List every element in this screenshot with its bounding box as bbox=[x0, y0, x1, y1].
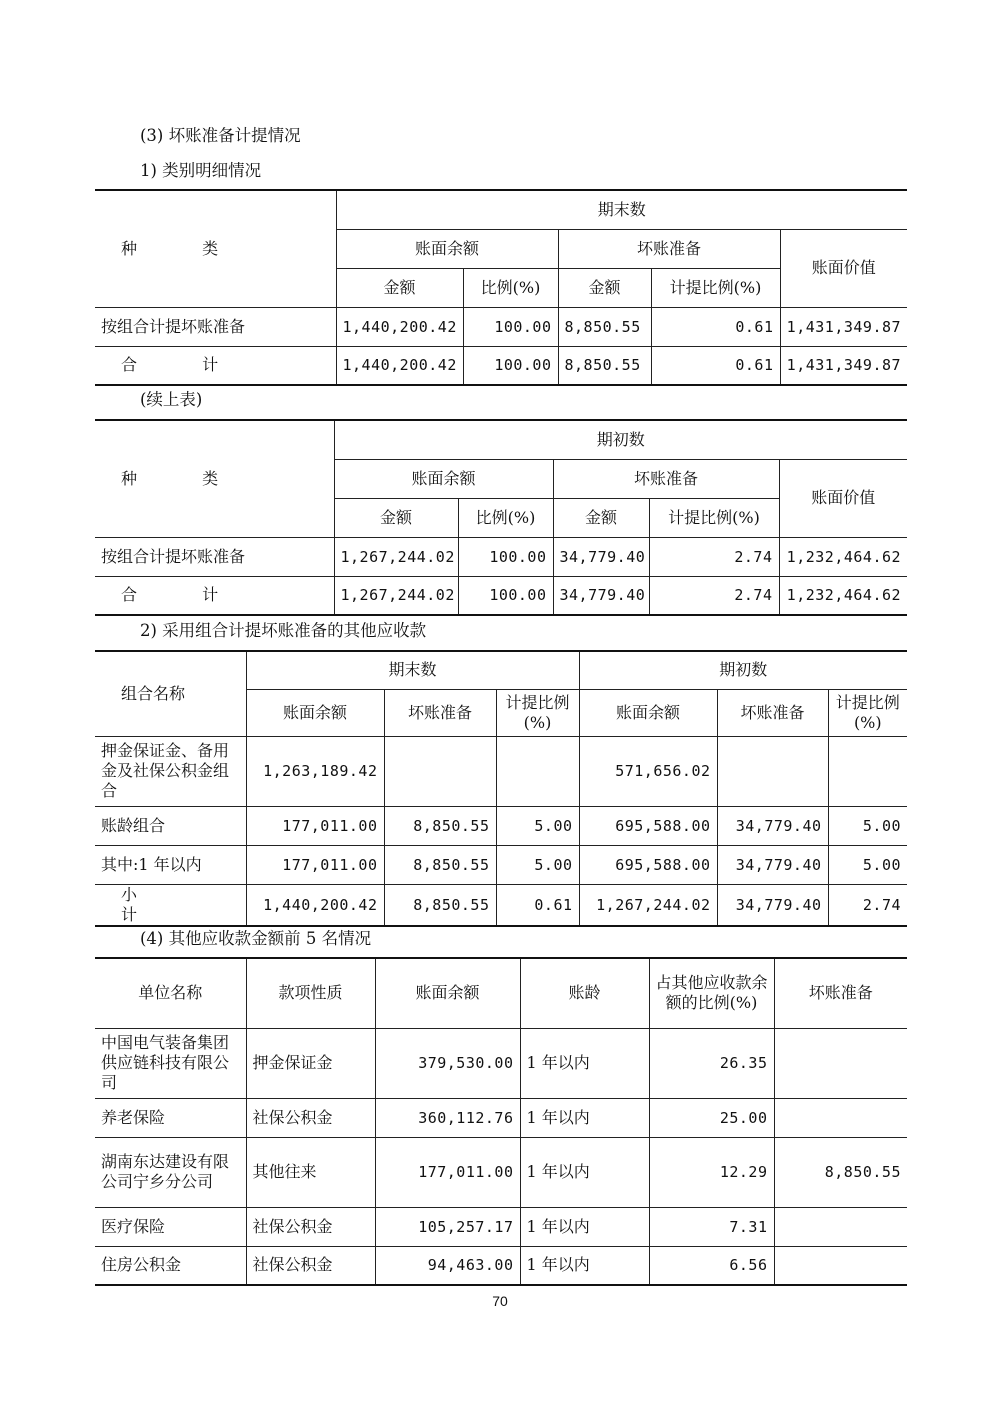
age-cell: 1 年以内 bbox=[520, 1028, 649, 1098]
book-value-cell: 1,232,464.62 bbox=[779, 576, 907, 615]
begin-bad-debt-cell bbox=[717, 736, 828, 806]
begin-balance-cell: 571,656.02 bbox=[579, 736, 717, 806]
bad-debt-cell bbox=[774, 1028, 907, 1098]
book-value-cell: 1,431,349.87 bbox=[780, 307, 907, 346]
share-pct-cell: 26.35 bbox=[649, 1028, 774, 1098]
end-book-balance-header: 账面余额 bbox=[246, 689, 384, 736]
end-ratio-cell bbox=[496, 736, 579, 806]
age-cell: 1 年以内 bbox=[520, 1246, 649, 1285]
kind-cell: 合 计 bbox=[95, 576, 334, 615]
amount-cell: 1,267,244.02 bbox=[334, 537, 458, 576]
continued-label: (续上表) bbox=[140, 390, 203, 409]
begin-ratio-cell: 2.74 bbox=[828, 884, 907, 926]
table-row bbox=[95, 307, 907, 346]
end-bad-debt-cell bbox=[384, 736, 496, 806]
table-row bbox=[95, 1028, 907, 1098]
begin-bad-debt-cell: 34,779.40 bbox=[717, 884, 828, 926]
end-bad-debt-cell: 8,850.55 bbox=[384, 845, 496, 884]
book-value-header: 账面价值 bbox=[780, 229, 907, 307]
balance-cell: 379,530.00 bbox=[375, 1028, 520, 1098]
begin-ratio-cell bbox=[828, 736, 907, 806]
kind-cell: 合 计 bbox=[95, 346, 336, 385]
end-header: 期末数 bbox=[246, 651, 579, 689]
nature-cell: 押金保证金 bbox=[246, 1028, 375, 1098]
begin-book-balance-header: 账面余额 bbox=[579, 689, 717, 736]
begin-ratio-cell: 5.00 bbox=[828, 845, 907, 884]
nature-cell: 社保公积金 bbox=[246, 1246, 375, 1285]
share-pct-header: 占其他应收款余额的比例(%) bbox=[649, 958, 774, 1028]
table-row bbox=[95, 736, 907, 806]
share-pct-cell: 6.56 bbox=[649, 1246, 774, 1285]
end-balance-cell: 1,440,200.42 bbox=[246, 884, 384, 926]
table-row bbox=[95, 1137, 907, 1207]
portfolio-name-cell: 押金保证金、备用金及社保公积金组合 bbox=[95, 736, 246, 806]
begin-bad-debt-cell: 34,779.40 bbox=[717, 806, 828, 845]
bd-amount-cell: 34,779.40 bbox=[553, 576, 649, 615]
nature-header: 款项性质 bbox=[246, 958, 375, 1028]
age-cell: 1 年以内 bbox=[520, 1207, 649, 1246]
period-header: 期初数 bbox=[334, 420, 907, 459]
end-ratio-cell: 0.61 bbox=[496, 884, 579, 926]
ratio-cell: 100.00 bbox=[458, 537, 553, 576]
unit-name-cell: 湖南东达建设有限公司宁乡分公司 bbox=[95, 1137, 246, 1207]
begin-balance-cell: 695,588.00 bbox=[579, 845, 717, 884]
end-balance-cell: 177,011.00 bbox=[246, 845, 384, 884]
bad-debt-cell bbox=[774, 1246, 907, 1285]
provision-ratio-header: 计提比例(%) bbox=[651, 268, 780, 307]
period-header: 期末数 bbox=[336, 190, 907, 229]
kind-cell: 按组合计提坏账准备 bbox=[95, 537, 334, 576]
bad-debt-cell: 8,850.55 bbox=[774, 1137, 907, 1207]
kind-header: 种 类 bbox=[95, 420, 334, 537]
bd-ratio-cell: 2.74 bbox=[649, 576, 779, 615]
nature-cell: 社保公积金 bbox=[246, 1098, 375, 1137]
ratio-cell: 100.00 bbox=[463, 307, 558, 346]
bad-debt-header: 坏账准备 bbox=[553, 459, 779, 498]
kind-header: 种 类 bbox=[95, 190, 336, 307]
table-row bbox=[95, 1207, 907, 1246]
bd-ratio-cell: 2.74 bbox=[649, 537, 779, 576]
share-pct-cell: 25.00 bbox=[649, 1098, 774, 1137]
table-row bbox=[95, 806, 907, 845]
bd-amount-header: 金额 bbox=[558, 268, 651, 307]
bad-debt-cell bbox=[774, 1098, 907, 1137]
unit-name-cell: 中国电气装备集团供应链科技有限公司 bbox=[95, 1028, 246, 1098]
end-balance-cell: 177,011.00 bbox=[246, 806, 384, 845]
book-balance-header: 账面余额 bbox=[334, 459, 553, 498]
amount-header: 金额 bbox=[336, 268, 463, 307]
end-bad-debt-cell: 8,850.55 bbox=[384, 884, 496, 926]
bd-amount-cell: 34,779.40 bbox=[553, 537, 649, 576]
unit-name-header: 单位名称 bbox=[95, 958, 246, 1028]
bad-debt-cell bbox=[774, 1207, 907, 1246]
ratio-cell: 100.00 bbox=[463, 346, 558, 385]
table-row bbox=[95, 1246, 907, 1285]
portfolio-name-cell: 账龄组合 bbox=[95, 806, 246, 845]
begin-balance-cell: 695,588.00 bbox=[579, 806, 717, 845]
kind-cell: 按组合计提坏账准备 bbox=[95, 307, 336, 346]
portfolio-name-header: 组合名称 bbox=[95, 651, 246, 736]
end-ratio-cell: 5.00 bbox=[496, 806, 579, 845]
unit-name-cell: 住房公积金 bbox=[95, 1246, 246, 1285]
bd-amount-cell: 8,850.55 bbox=[558, 307, 651, 346]
category-table-end bbox=[95, 189, 907, 386]
bad-debt-header: 坏账准备 bbox=[774, 958, 907, 1028]
unit-name-cell: 养老保险 bbox=[95, 1098, 246, 1137]
age-cell: 1 年以内 bbox=[520, 1098, 649, 1137]
ratio-header: 比例(%) bbox=[463, 268, 558, 307]
page-number: 70 bbox=[492, 1293, 508, 1309]
provision-ratio-header: 计提比例(%) bbox=[649, 498, 779, 537]
begin-header: 期初数 bbox=[579, 651, 907, 689]
ratio-cell: 100.00 bbox=[458, 576, 553, 615]
table-row bbox=[95, 845, 907, 884]
subsection-heading-category: 1) 类别明细情况 bbox=[140, 161, 262, 180]
book-value-cell: 1,232,464.62 bbox=[779, 537, 907, 576]
nature-cell: 其他往来 bbox=[246, 1137, 375, 1207]
subsection-heading-portfolio: 2) 采用组合计提坏账准备的其他应收款 bbox=[140, 621, 427, 640]
bd-amount-header: 金额 bbox=[553, 498, 649, 537]
category-table-begin bbox=[95, 419, 907, 616]
begin-provision-ratio-header: 计提比例(%) bbox=[828, 689, 907, 736]
bd-ratio-cell: 0.61 bbox=[651, 307, 780, 346]
begin-bad-debt-header: 坏账准备 bbox=[717, 689, 828, 736]
bd-amount-cell: 8,850.55 bbox=[558, 346, 651, 385]
balance-cell: 177,011.00 bbox=[375, 1137, 520, 1207]
section-heading-top5: (4) 其他应收款金额前 5 名情况 bbox=[140, 929, 372, 948]
bd-ratio-cell: 0.61 bbox=[651, 346, 780, 385]
top5-table bbox=[95, 957, 907, 1286]
share-pct-cell: 7.31 bbox=[649, 1207, 774, 1246]
table-row bbox=[95, 537, 907, 576]
portfolio-name-cell: 小 计 bbox=[95, 884, 246, 926]
book-value-header: 账面价值 bbox=[779, 459, 907, 537]
table-row bbox=[95, 884, 907, 926]
begin-balance-cell: 1,267,244.02 bbox=[579, 884, 717, 926]
share-pct-cell: 12.29 bbox=[649, 1137, 774, 1207]
age-cell: 1 年以内 bbox=[520, 1137, 649, 1207]
balance-cell: 360,112.76 bbox=[375, 1098, 520, 1137]
section-heading-bad-debt: (3) 坏账准备计提情况 bbox=[140, 126, 301, 145]
end-bad-debt-header: 坏账准备 bbox=[384, 689, 496, 736]
age-header: 账龄 bbox=[520, 958, 649, 1028]
portfolio-table bbox=[95, 650, 907, 927]
amount-cell: 1,440,200.42 bbox=[336, 307, 463, 346]
amount-cell: 1,440,200.42 bbox=[336, 346, 463, 385]
book-value-cell: 1,431,349.87 bbox=[780, 346, 907, 385]
end-bad-debt-cell: 8,850.55 bbox=[384, 806, 496, 845]
amount-header: 金额 bbox=[334, 498, 458, 537]
ratio-header: 比例(%) bbox=[458, 498, 553, 537]
balance-cell: 94,463.00 bbox=[375, 1246, 520, 1285]
bad-debt-header: 坏账准备 bbox=[558, 229, 780, 268]
table-row bbox=[95, 346, 907, 385]
table-row bbox=[95, 576, 907, 615]
table-row bbox=[95, 1098, 907, 1137]
amount-cell: 1,267,244.02 bbox=[334, 576, 458, 615]
begin-bad-debt-cell: 34,779.40 bbox=[717, 845, 828, 884]
end-ratio-cell: 5.00 bbox=[496, 845, 579, 884]
begin-ratio-cell: 5.00 bbox=[828, 806, 907, 845]
balance-header: 账面余额 bbox=[375, 958, 520, 1028]
unit-name-cell: 医疗保险 bbox=[95, 1207, 246, 1246]
end-balance-cell: 1,263,189.42 bbox=[246, 736, 384, 806]
portfolio-name-cell: 其中:1 年以内 bbox=[95, 845, 246, 884]
book-balance-header: 账面余额 bbox=[336, 229, 558, 268]
balance-cell: 105,257.17 bbox=[375, 1207, 520, 1246]
nature-cell: 社保公积金 bbox=[246, 1207, 375, 1246]
end-provision-ratio-header: 计提比例(%) bbox=[496, 689, 579, 736]
